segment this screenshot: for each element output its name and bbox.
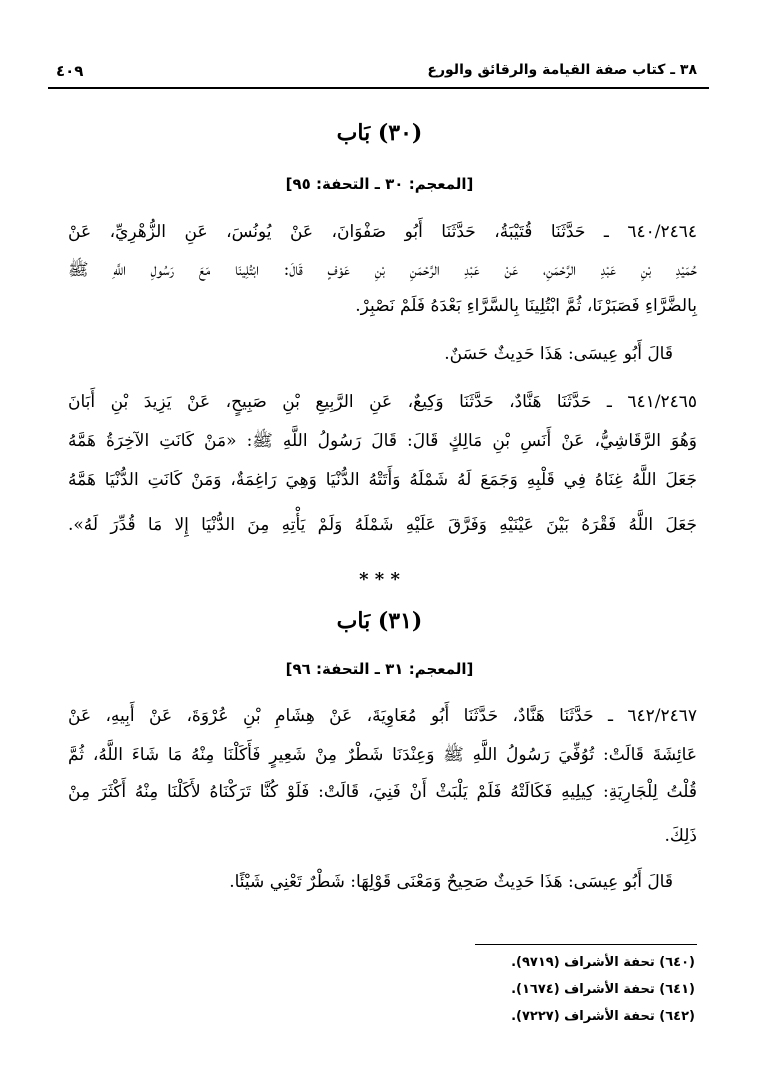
chapter-heading-31: (٣١) بَاب [336,608,423,634]
hadith-640-line-2: حُمَيْدِ بْنِ عَبْدِ الرَّحْمَنِ، عَنْ عَبْدِ الرَّحْمَنِ بْنِ عَوْفٍ قَالَ: ابْتُلِينَا مَعَ رَسُولِ اللَّهِ ﷺ [68,260,697,280]
hadith-642-line-4: ذَلِكَ. [664,826,697,846]
chapter-reference-31: [المعجم: ٣١ ـ التحفة: ٩٦] [285,660,474,678]
hadith-641-line-2: وَهُوَ الرَّقَاشِيُّ، عَنْ أَنَسِ بْنِ مَالِكٍ قَالَ: قَالَ رَسُولُ اللَّهِ ﷺ: «مَنْ كَانَتِ الآخِرَةُ هَمَّهُ [68,431,697,451]
hadith-640-line-1: ٦٤٠/٢٤٦٤ ـ حَدَّثَنَا قُتَيْبَةُ، حَدَّثَنَا أَبُو صَفْوَانَ، عَنْ يُونُسَ، عَنِ الزُّهْرِيِّ، عَنْ [68,222,697,242]
hadith-642-comment: قَالَ أَبُو عِيسَى: هَذَا حَدِيثٌ صَحِيحٌ وَمَعْنَى قَوْلِهَا: شَطْرٌ تَعْنِي شَيْئًا. [229,872,673,892]
hadith-640-comment: قَالَ أَبُو عِيسَى: هَذَا حَدِيثٌ حَسَنٌ. [444,344,673,364]
page-number: ٤٠٩ [56,62,84,80]
footnote-641: (٦٤١) تحفة الأشراف (١٦٧٤). [511,982,695,997]
running-header-title: ٣٨ ـ كتاب صفة القيامة والرقائق والورع [427,62,697,78]
chapter-reference-30: [المعجم: ٣٠ ـ التحفة: ٩٥] [285,175,474,193]
hadith-641-line-3: جَعَلَ اللَّهُ غِنَاهُ فِي قَلْبِهِ وَجَمَعَ لَهُ شَمْلَهُ وَأَتَتْهُ الدُّنْيَا وَهِيَ رَاغِمَةٌ، وَمَنْ كَانَتِ الدُّنْيَا هَمَّهُ [68,470,697,490]
hadith-642-line-2: عَائِشَةَ قَالَتْ: تُوُفِّيَ رَسُولُ اللَّهِ ﷺ وَعِنْدَنَا شَطْرٌ مِنْ شَعِيرٍ فَأَكَلْنَا مِنْهُ مَا شَاءَ اللَّهُ، ثُمَّ [68,745,697,765]
hadith-641-line-4: جَعَلَ اللَّهُ فَقْرَهُ بَيْنَ عَيْنَيْهِ وَفَرَّقَ عَلَيْهِ شَمْلَهُ وَلَمْ يَأْتِهِ مِنَ الدُّنْيَا إِلا مَا قُدِّرَ لَهُ». [68,515,697,535]
hadith-640-line-3: بِالضَّرَّاءِ فَصَبَرْنَا، ثُمَّ ابْتُلِينَا بِالسَّرَّاءِ بَعْدَهُ فَلَمْ نَصْبِرْ. [355,296,697,316]
footnote-642: (٦٤٢) تحفة الأشراف (٧٢٢٧). [511,1009,695,1024]
hadith-642-line-3: قُلْتُ لِلْجَارِيَةِ: كِيلِيهِ فَكَالَتْهُ فَلَمْ يَلْبَثْ أَنْ فَنِيَ، قَالَتْ: فَلَوْ كُنَّا تَرَكْنَاهُ لأَكَلْنَا مِنْهُ أَكْثَرَ مِنْ [68,782,697,802]
hadith-641-line-1: ٦٤١/٢٤٦٥ ـ حَدَّثَنَا هَنَّادٌ، حَدَّثَنَا وَكِيعٌ، عَنِ الرَّبِيعِ بْنِ صَبِيحٍ، عَنْ يَزِيدَ بْنِ أَبَانَ [68,392,697,412]
header-rule [48,87,709,89]
footnote-640: (٦٤٠) تحفة الأشراف (٩٧١٩). [511,955,695,970]
footnote-rule [475,944,697,945]
section-separator: * * * [359,569,400,590]
hadith-642-line-1: ٦٤٢/٢٤٦٧ ـ حَدَّثَنَا هَنَّادٌ، حَدَّثَنَا أَبُو مُعَاوِيَةَ، عَنْ هِشَامِ بْنِ عُرْوَةَ، عَنْ أَبِيهِ، عَنْ [68,706,697,726]
chapter-heading-30: (٣٠) بَاب [336,120,423,146]
